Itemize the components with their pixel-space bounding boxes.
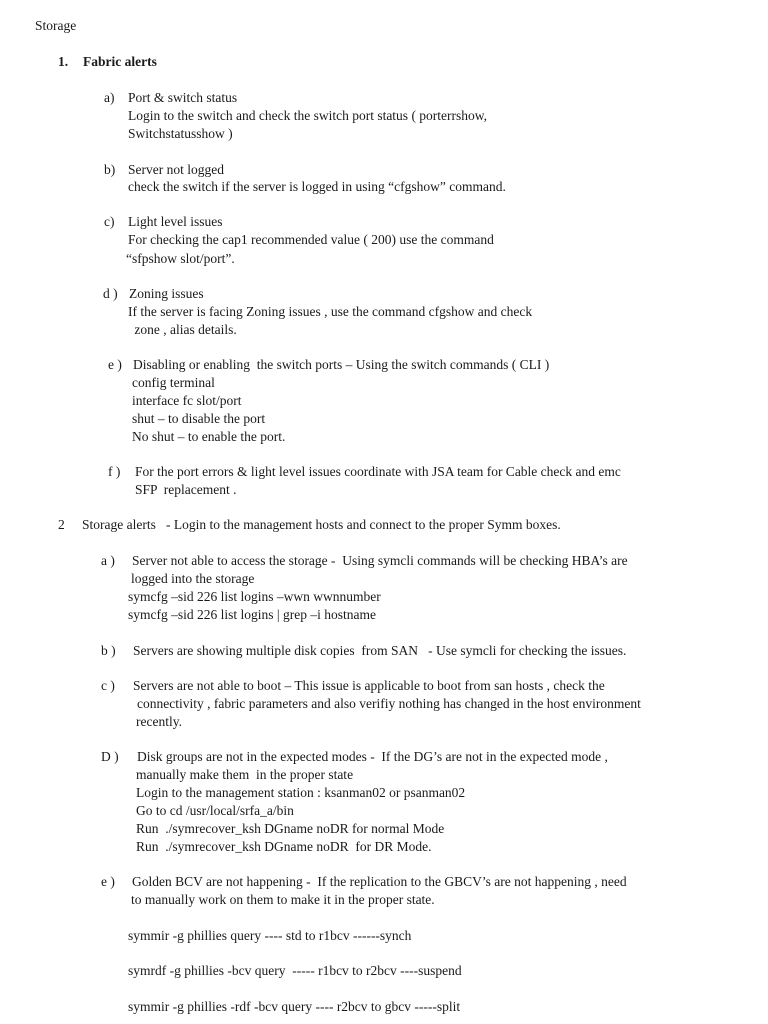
s2-item-a-marker: a ) <box>101 553 115 568</box>
s2-item-a-line: symcfg –sid 226 list logins | grep –i hostname <box>128 607 376 622</box>
section2-heading: Storage alerts - Login to the management hosts and connect to the proper Symm boxes. <box>82 517 561 532</box>
section1-heading: Fabric alerts <box>83 54 157 69</box>
s1-item-b-marker: b) <box>104 162 116 177</box>
doc-title: Storage <box>35 18 77 33</box>
s1-item-c-line: “sfpshow slot/port”. <box>126 251 235 266</box>
s1-item-c-line: For checking the cap1 recommended value ( 200) use the command <box>128 232 494 247</box>
s2-item-d-title: Disk groups are not in the expected modes - If the DG’s are not in the expected mode , <box>137 749 608 764</box>
s2-item-b-marker: b ) <box>101 643 116 658</box>
s2-item-d-line: Run ./symrecover_ksh DGname noDR for normal Mode <box>136 821 445 836</box>
s1-item-d-line: zone , alias details. <box>131 322 237 337</box>
s2-item-e-line: to manually work on them to make it in the proper state. <box>131 892 435 907</box>
s2-item-c-title: Servers are not able to boot – This issue is applicable to boot from san hosts , check the <box>133 678 605 693</box>
s2-item-c-line: recently. <box>136 714 182 729</box>
s1-item-a-line: Login to the switch and check the switch port status ( porterrshow, <box>128 108 488 123</box>
section2-number: 2 <box>58 517 65 532</box>
s1-item-e-line: No shut – to enable the port. <box>132 429 286 444</box>
s2-item-d-marker: D ) <box>101 749 119 764</box>
s1-item-f-marker: f ) <box>108 464 121 479</box>
s2-item-a-line: symcfg –sid 226 list logins –wwn wwnnumber <box>128 589 381 604</box>
s1-item-e-marker: e ) <box>108 357 122 372</box>
s2-item-e-marker: e ) <box>101 874 115 889</box>
s1-item-c-marker: c) <box>104 214 115 229</box>
command-line: symmir -g phillies query ---- std to r1bcv ------synch <box>128 928 412 943</box>
s1-item-d-title: Zoning issues <box>129 286 204 301</box>
s1-item-f-title: For the port errors & light level issues coordinate with JSA team for Cable check and emc <box>135 464 621 479</box>
s1-item-b-title: Server not logged <box>128 162 224 177</box>
command-line: symrdf -g phillies -bcv query ----- r1bcv to r2bcv ----suspend <box>128 963 462 978</box>
s1-item-e-line: shut – to disable the port <box>132 411 266 426</box>
s2-item-c-line: connectivity , fabric parameters and also verifiy nothing has changed in the host environment <box>137 696 641 711</box>
s2-item-c-marker: c ) <box>101 678 115 693</box>
command-line: symmir -g phillies -rdf -bcv query ---- r2bcv to gbcv -----split <box>128 999 461 1014</box>
s1-item-a-marker: a) <box>104 90 115 105</box>
s2-item-d-line: manually make them in the proper state <box>136 767 354 782</box>
s1-item-e-line: config terminal <box>132 375 215 390</box>
s1-item-e-title: Disabling or enabling the switch ports – Using the switch commands ( CLI ) <box>133 357 550 372</box>
s2-item-d-line: Go to cd /usr/local/srfa_a/bin <box>136 803 294 818</box>
s1-item-d-marker: d ) <box>103 286 118 301</box>
s2-item-d-line: Run ./symrecover_ksh DGname noDR for DR Mode. <box>136 839 432 854</box>
section1-number: 1. <box>58 54 69 69</box>
s2-item-a-title: Server not able to access the storage - Using symcli commands will be checking HBA’s are <box>132 553 628 568</box>
s2-item-b-title: Servers are showing multiple disk copies from SAN - Use symcli for checking the issues. <box>133 643 627 658</box>
s2-item-e-title: Golden BCV are not happening - If the replication to the GBCV’s are not happening , need <box>132 874 627 889</box>
s1-item-d-line: If the server is facing Zoning issues , use the command cfgshow and check <box>128 304 533 319</box>
s1-item-b-line: check the switch if the server is logged in using “cfgshow” command. <box>128 179 506 194</box>
s2-item-a-line: logged into the storage <box>131 571 255 586</box>
s1-item-c-title: Light level issues <box>128 214 223 229</box>
s1-item-a-title: Port & switch status <box>128 90 238 105</box>
s1-item-a-line: Switchstatusshow ) <box>128 126 233 141</box>
s2-item-d-line: Login to the management station : ksanman02 or psanman02 <box>136 785 466 800</box>
s1-item-e-line: interface fc slot/port <box>132 393 242 408</box>
s1-item-f-line: SFP replacement . <box>135 482 237 497</box>
